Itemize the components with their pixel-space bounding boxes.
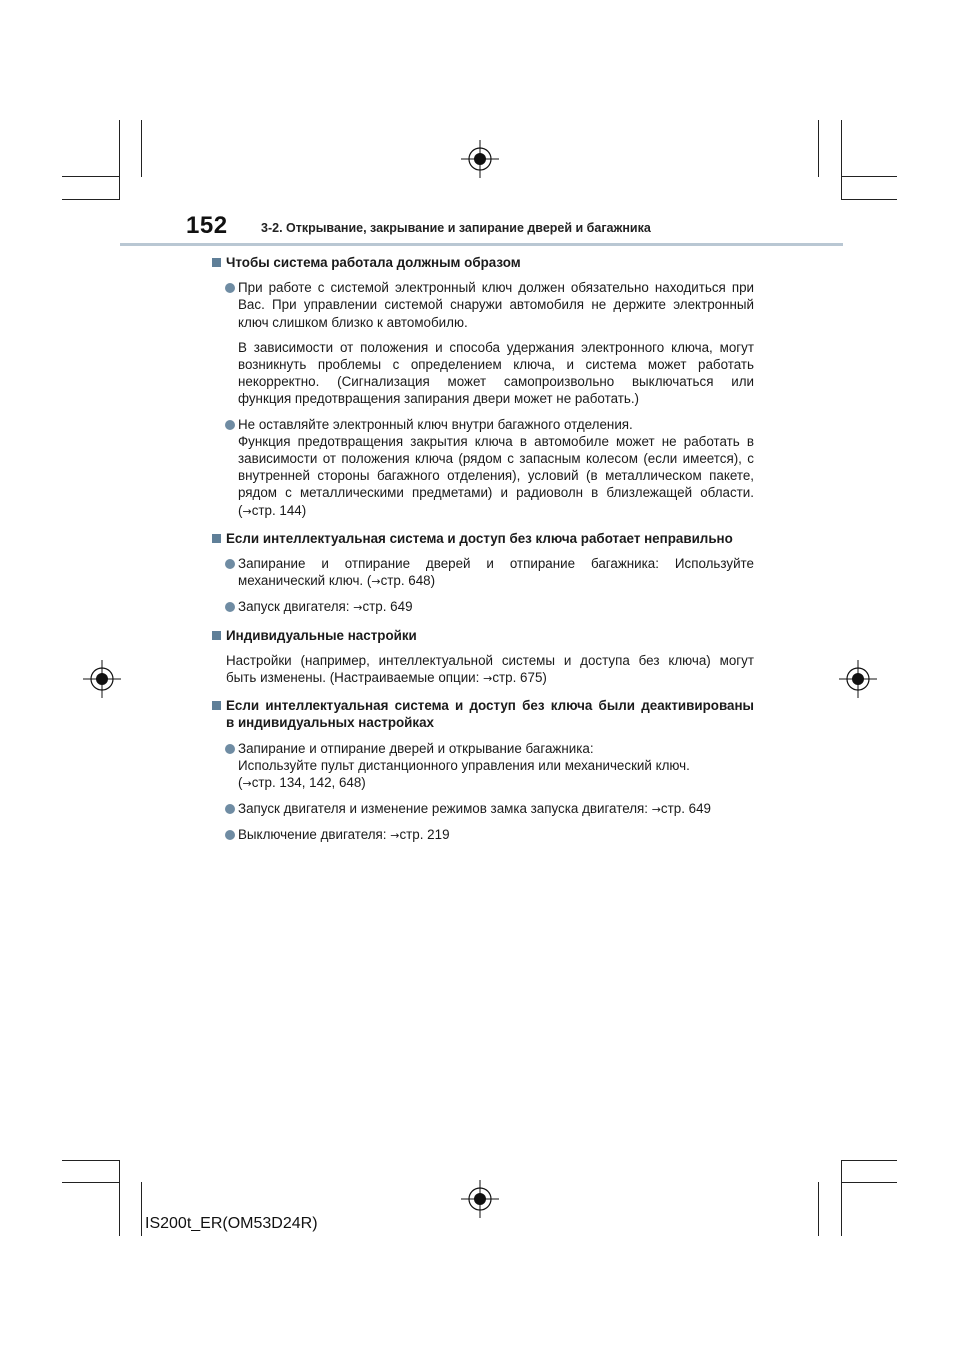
text-line: Запирание и отпирание дверей и отпирание багажника: Используйте bbox=[238, 556, 754, 572]
list-item bbox=[212, 826, 754, 844]
text-line: Выключение двигателя: →стр. 219 bbox=[238, 827, 450, 843]
text-line: внутренней стороны багажного отделения), условий (в металлическом пакете, bbox=[238, 468, 754, 484]
crop-mark bbox=[62, 1160, 119, 1161]
text-line: При работе с системой электронный ключ должен обязательно находиться при bbox=[238, 280, 754, 296]
circle-bullet-icon bbox=[225, 804, 235, 814]
text-line: В зависимости от положения и способа удержания электронного ключа, могут bbox=[238, 339, 754, 355]
arrow-icon: → bbox=[483, 672, 493, 686]
section-heading bbox=[212, 254, 754, 271]
text-line: возникнуть проблемы с определением ключа, и система может работать bbox=[238, 357, 754, 373]
text-line: Запирание и отпирание дверей и открывание багажника: bbox=[238, 740, 594, 756]
page-reference: стр. 144) bbox=[251, 502, 307, 518]
square-bullet-icon bbox=[212, 258, 221, 267]
text-line: механический ключ. (→стр. 648) bbox=[238, 573, 436, 589]
circle-bullet-icon bbox=[225, 602, 235, 612]
circle-bullet-icon bbox=[225, 559, 235, 569]
section-heading bbox=[212, 627, 754, 644]
crop-mark bbox=[841, 120, 842, 200]
registration-mark-icon bbox=[839, 660, 877, 698]
list-item bbox=[212, 279, 754, 331]
arrow-icon: → bbox=[242, 777, 252, 791]
heading-text: Индивидуальные настройки bbox=[226, 627, 417, 643]
crop-mark bbox=[62, 199, 119, 200]
arrow-icon: → bbox=[242, 504, 252, 518]
chapter-title: 3-2. Открывание, закрывание и запирание дверей и багажника bbox=[261, 221, 651, 235]
text-line bbox=[238, 502, 754, 520]
crop-mark bbox=[141, 120, 142, 177]
crop-mark bbox=[841, 199, 897, 200]
paragraph bbox=[212, 339, 754, 408]
paragraph bbox=[212, 652, 754, 687]
page-reference: стр. 675) bbox=[492, 670, 547, 686]
page-reference: стр. 649 bbox=[660, 801, 711, 817]
heading-text: Чтобы система работала должным образом bbox=[226, 255, 521, 270]
crop-mark bbox=[62, 1182, 119, 1183]
list-item bbox=[212, 800, 754, 818]
crop-mark bbox=[62, 176, 119, 177]
text-line: Запуск двигателя и изменение режимов замка запуска двигателя: →стр. 649 bbox=[238, 801, 711, 817]
text-line: Используйте пульт дистанционного управления или механический ключ. bbox=[238, 757, 690, 773]
arrow-icon: → bbox=[353, 601, 363, 615]
text-line: некорректно. (Сигнализация может самопроизвольно выключаться или bbox=[238, 374, 754, 390]
text-line: Запуск двигателя: →стр. 649 bbox=[238, 599, 413, 615]
crop-mark bbox=[818, 120, 819, 177]
text-line: Функция предотвращения закрытия ключа в автомобиле может не работать в bbox=[238, 433, 754, 449]
open-paren: ( bbox=[238, 502, 243, 518]
text-line: Настройки (например, интеллектуальной системы и доступа без ключа) могут bbox=[226, 652, 754, 668]
page-reference: стр. 648) bbox=[380, 573, 436, 589]
arrow-icon: → bbox=[651, 803, 661, 817]
square-bullet-icon bbox=[212, 631, 221, 640]
crop-mark bbox=[818, 1182, 819, 1236]
arrow-icon: → bbox=[390, 829, 400, 843]
circle-bullet-icon bbox=[225, 830, 235, 840]
page-number: 152 bbox=[186, 212, 228, 239]
section-heading bbox=[212, 697, 754, 731]
arrow-icon: → bbox=[371, 575, 381, 589]
crop-mark bbox=[119, 120, 120, 200]
text-line: ключ слишком близко к автомобилю. bbox=[238, 314, 468, 330]
crop-mark bbox=[841, 1160, 897, 1161]
open-paren: ( bbox=[238, 775, 243, 791]
text-line: Вас. При управлении системой снаружи автомобиля не держите электронный bbox=[238, 297, 754, 313]
crop-mark bbox=[841, 176, 897, 177]
model-code: IS200t_ER(OM53D24R) bbox=[145, 1215, 318, 1232]
registration-mark-icon bbox=[461, 140, 499, 178]
list-item bbox=[212, 740, 754, 793]
list-item bbox=[212, 555, 754, 590]
registration-mark-icon bbox=[461, 1180, 499, 1218]
page-reference: стр. 649 bbox=[362, 599, 413, 615]
crop-mark bbox=[841, 1182, 897, 1183]
section-heading bbox=[212, 530, 754, 547]
page-reference: стр. 134, 142, 648) bbox=[251, 775, 366, 791]
crop-mark bbox=[119, 1160, 120, 1236]
page-reference: стр. 219 bbox=[399, 827, 450, 843]
text-line: быть изменены. (Настраиваемые опции: →стр. 675) bbox=[226, 670, 547, 686]
list-item bbox=[212, 416, 754, 520]
square-bullet-icon bbox=[212, 701, 221, 710]
page-content bbox=[212, 254, 754, 845]
text-line: Не оставляйте электронный ключ внутри багажного отделения. bbox=[238, 416, 633, 432]
heading-text: Если интеллектуальная система и доступ без ключа были деактивированы bbox=[226, 698, 754, 714]
heading-text: Если интеллектуальная система и доступ без ключа работает неправильно bbox=[226, 530, 733, 546]
list-item bbox=[212, 598, 754, 616]
crop-mark bbox=[141, 1182, 142, 1236]
heading-text: в индивидуальных настройках bbox=[226, 715, 435, 731]
circle-bullet-icon bbox=[225, 744, 235, 754]
text-line bbox=[238, 774, 754, 792]
square-bullet-icon bbox=[212, 534, 221, 543]
text-line: функция предотвращения запирания двери может не работать.) bbox=[238, 391, 640, 407]
circle-bullet-icon bbox=[225, 283, 235, 293]
header-rule bbox=[120, 243, 843, 246]
crop-mark bbox=[841, 1160, 842, 1236]
circle-bullet-icon bbox=[225, 420, 235, 430]
text-line: зависимости от положения ключа (рядом с запасным колесом (если имеется), с bbox=[238, 451, 754, 467]
text-line: рядом с металлическими предметами) и радиоволн в близлежащей области. bbox=[238, 485, 754, 501]
registration-mark-icon bbox=[83, 660, 121, 698]
